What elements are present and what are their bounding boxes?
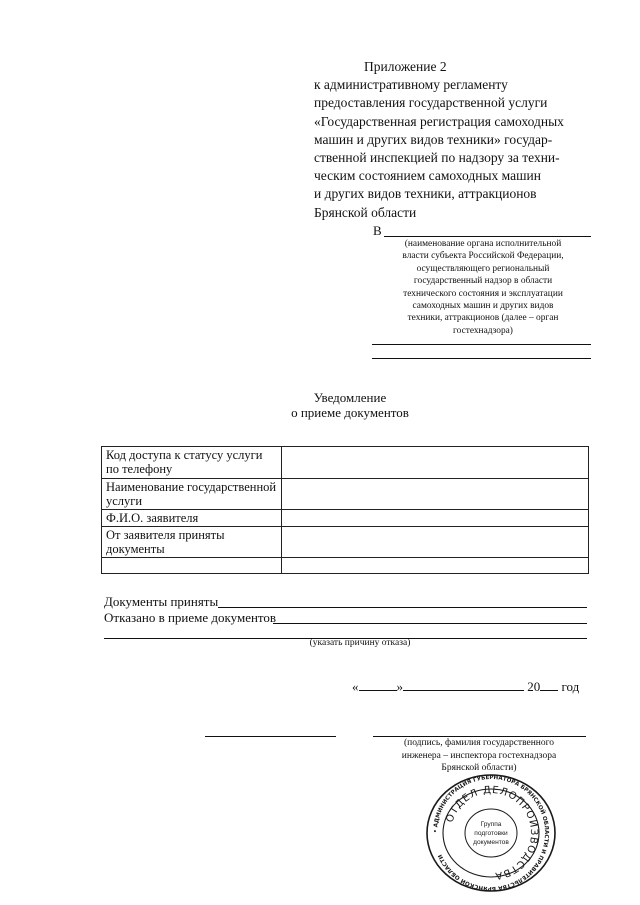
appendix-number: Приложение 2 [364,59,447,74]
stamp-inner-text-path: ОТДЕЛ ДЕЛОПРОИЗВОДСТВА [444,784,540,881]
stamp-center-line: документов [473,839,509,846]
signature-note-line: Брянской области) [441,763,517,774]
appendix-line: к административному регламенту [314,77,508,93]
day-field[interactable] [359,679,397,691]
document-title [240,390,460,420]
table-row [102,447,589,479]
appendix-line: «Государственная регистрация самоходных [314,113,564,129]
refusal-reason-note: (указать причину отказа) [309,638,411,648]
accepted-label: Документы приняты [104,594,219,609]
stamp-center-line: подготовки [474,830,508,837]
appendix-line: Брянской области [314,204,417,220]
addressee-note-line: самоходных машин и других видов [412,301,554,312]
row-value-field[interactable] [282,447,589,479]
refused-label: Отказано в приеме документов [104,610,277,625]
year-field[interactable] [540,679,558,691]
signature-field[interactable] [205,736,336,737]
date-line [352,679,579,695]
addressee-note-line: технического состояния и эксплуатации [403,288,563,299]
row-label: Наименование государственной услуги [102,479,282,510]
addressee-field[interactable] [384,236,591,237]
year-suffix: год [561,679,580,694]
row-value-field[interactable] [282,479,589,510]
table-row [102,558,589,574]
addressee-note-line: техники, аттракционов (далее – орган [407,313,559,324]
table-row [102,527,589,558]
title-subline: о приеме документов [291,405,409,420]
appendix-line: машин и других видов техники» государ- [314,131,553,147]
appendix-header [314,58,614,222]
month-field[interactable] [403,679,524,691]
table-row [102,510,589,527]
row-value-field[interactable] [282,558,589,574]
appendix-line: ческим состоянием самоходных машин [314,168,541,184]
stamp-center-line: Группа [480,821,502,828]
signature-note-line: (подпись, фамилия государственного [403,738,555,748]
appendix-line: ственной инспекцией по надзору за техни- [314,150,560,166]
addressee-prefix: В [373,223,382,238]
row-label: Ф.И.О. заявителя [102,510,282,527]
addressee-note-line: гостехнадзора) [453,325,513,336]
signature-note [372,737,586,775]
addressee-note [372,238,594,337]
appendix-line: и других видов техники, аттракционов [314,186,537,202]
row-label: От заявителя приняты документы [102,527,282,558]
official-stamp [424,773,558,893]
row-label: Код доступа к статусу услуги по телефону [102,447,282,479]
stamp-outer-text-path: • АДМИНИСТРАЦИЯ ГУБЕРНАТОРА БРЯНСКОЙ ОБЛАСТИ И ПРАВИТЕЛЬСТВА БРЯНСКОЙ ОБЛАСТИ [432,774,550,892]
signature-note-line: инженера – инспектора гостехнадзора [401,750,557,761]
addressee-note-line: государственный надзор в области [413,276,553,287]
refused-field[interactable] [273,623,587,624]
date-close-quote: » [396,679,403,694]
title-line: Уведомление [313,390,387,405]
addressee-note-line: власти субъекта Российской Федерации, [402,251,564,262]
addressee-note-line: осуществляющего региональный [416,263,550,274]
year-prefix: 20 [527,679,541,694]
table-row [102,479,589,510]
accepted-field[interactable] [218,607,587,608]
addressee-note-line: (наименование органа исполнительной [404,239,562,249]
row-label [102,558,282,574]
addressee-field-line-2[interactable] [372,344,591,345]
row-value-field[interactable] [282,527,589,558]
info-table [101,446,589,574]
addressee-field-line-3[interactable] [372,358,591,359]
date-open-quote: « [352,679,359,694]
appendix-line: предоставления государственной услуги [314,95,548,111]
row-value-field[interactable] [282,510,589,527]
